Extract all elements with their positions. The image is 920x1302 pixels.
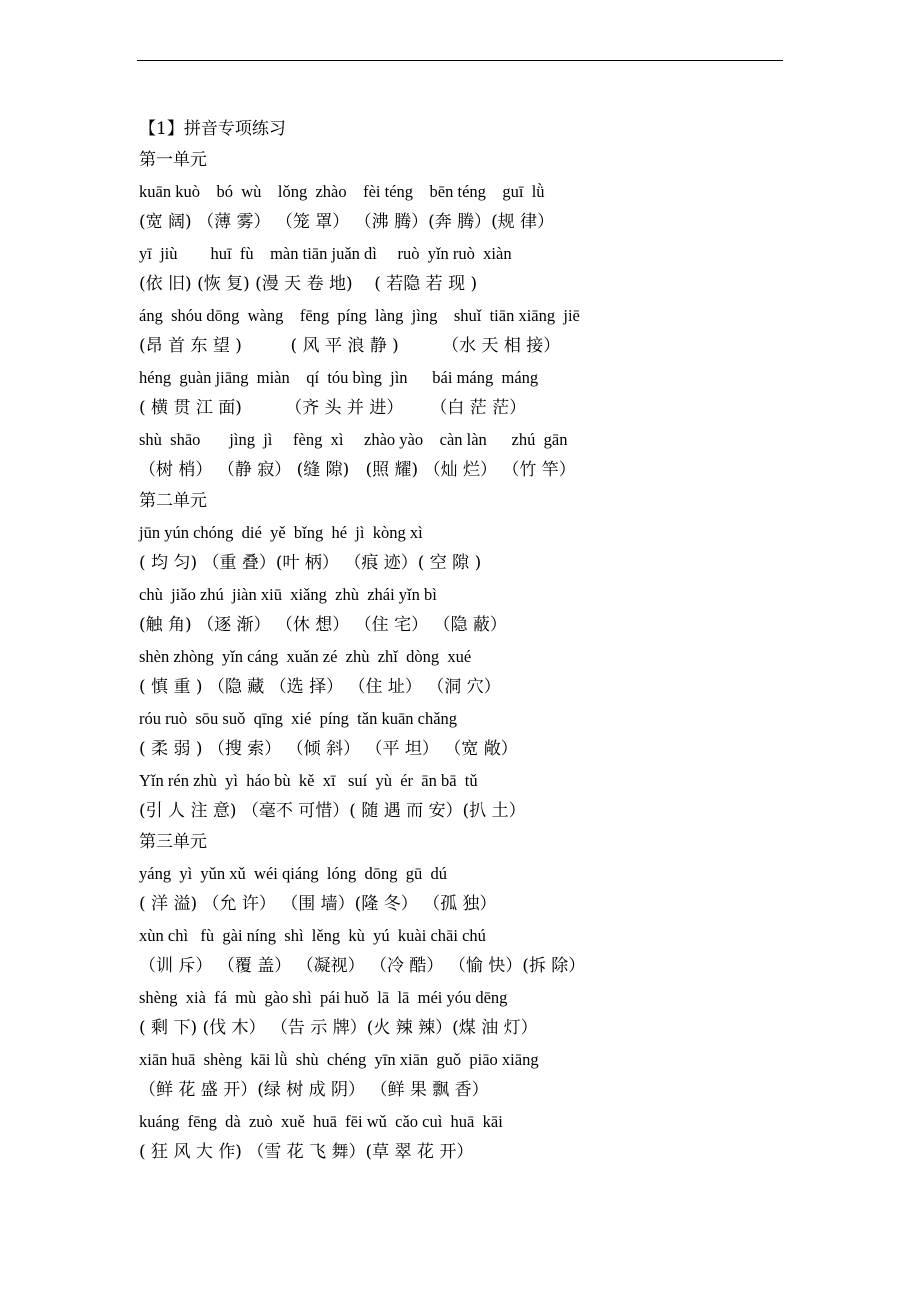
pinyin-line: shù shāo jìng jì fèng xì zhào yào càn làn zhú gān xyxy=(139,430,568,449)
unit-heading: 第二单元 xyxy=(139,491,207,511)
pinyin-line: yī jiù huī fù màn tiān juǎn dì ruò yǐn ruò xiàn xyxy=(139,244,512,263)
hanzi-line: (依 旧) (恢 复) (漫 天 卷 地) ( 若隐 若 现 ) xyxy=(139,274,478,294)
unit-heading: 第三单元 xyxy=(139,832,207,852)
hanzi-line: ( 柔 弱 ) （搜 索） （倾 斜） （平 坦） （宽 敞） xyxy=(139,739,518,759)
unit-heading: 第一单元 xyxy=(139,150,207,170)
pinyin-line: jūn yún chóng dié yě bǐng hé jì kòng xì xyxy=(139,523,423,542)
document-body xyxy=(139,114,859,1168)
pinyin-line: kuān kuò bó wù lǒng zhào fèi téng bēn téng guī lǜ xyxy=(139,182,545,201)
header-rule xyxy=(137,60,783,61)
hanzi-line: ( 均 匀) （重 叠）(叶 柄） （痕 迹）( 空 隙 ) xyxy=(139,553,482,573)
hanzi-line: ( 狂 风 大 作) （雪 花 飞 舞）(草 翠 花 开） xyxy=(139,1142,474,1162)
hanzi-line: (昂 首 东 望 ) ( 风 平 浪 静 ) （水 天 相 接） xyxy=(139,336,561,356)
hanzi-line: (宽 阔) （薄 雾） （笼 罩） （沸 腾）(奔 腾）(规 律） xyxy=(139,212,555,232)
pinyin-line: áng shóu dōng wàng fēng píng làng jìng shuǐ tiān xiāng jiē xyxy=(139,306,580,325)
pinyin-line: kuáng fēng dà zuò xuě huā fēi wǔ cǎo cuì huā kāi xyxy=(139,1112,503,1131)
hanzi-line: ( 洋 溢) （允 许） （围 墙）(隆 冬） （孤 独） xyxy=(139,894,497,914)
pinyin-line: héng guàn jiāng miàn qí tóu bìng jìn bái máng máng xyxy=(139,368,539,387)
document-title: 【1】拼音专项练习 xyxy=(139,119,286,139)
pinyin-line: xiān huā shèng kāi lǜ shù chéng yīn xiān guǒ piāo xiāng xyxy=(139,1050,539,1069)
hanzi-line: （训 斥） （覆 盖） （凝视） （冷 酷） （愉 快）(拆 除） xyxy=(139,956,586,976)
hanzi-line: ( 剩 下) (伐 木） （告 示 牌）(火 辣 辣）(煤 油 灯） xyxy=(139,1018,538,1038)
pinyin-line: chù jiǎo zhú jiàn xiū xiǎng zhù zhái yǐn bì xyxy=(139,585,437,604)
hanzi-line: ( 慎 重 ) （隐 藏 （选 择） （住 址） （洞 穴） xyxy=(139,677,501,697)
hanzi-line: （树 梢） （静 寂） (缝 隙) (照 耀) （灿 烂） （竹 竿） xyxy=(139,460,576,480)
hanzi-line: (引 人 注 意) （毫不 可惜）( 随 遇 而 安）(扒 土） xyxy=(139,801,526,821)
hanzi-line: ( 横 贯 江 面) （齐 头 并 进） （白 茫 茫） xyxy=(139,398,527,418)
pinyin-line: róu ruò sōu suǒ qīng xié píng tǎn kuān chǎng xyxy=(139,709,458,728)
pinyin-line: shèng xià fá mù gào shì pái huǒ lā lā méi yóu dēng xyxy=(139,988,508,1007)
pinyin-line: xùn chì fù gài níng shì lěng kù yú kuài chāi chú xyxy=(139,926,486,945)
pinyin-line: yáng yì yǔn xǔ wéi qiáng lóng dōng gū dú xyxy=(139,864,447,883)
hanzi-line: (触 角) （逐 渐） （休 想） （住 宅） （隐 蔽） xyxy=(139,615,507,635)
pinyin-line: shèn zhòng yǐn cáng xuǎn zé zhù zhǐ dòng xué xyxy=(139,647,472,666)
hanzi-line: （鲜 花 盛 开）(绿 树 成 阴） （鲜 果 飘 香） xyxy=(139,1080,489,1100)
pinyin-line: Yǐn rén zhù yì háo bù kě xī suí yù ér ān bā tǔ xyxy=(139,771,478,790)
